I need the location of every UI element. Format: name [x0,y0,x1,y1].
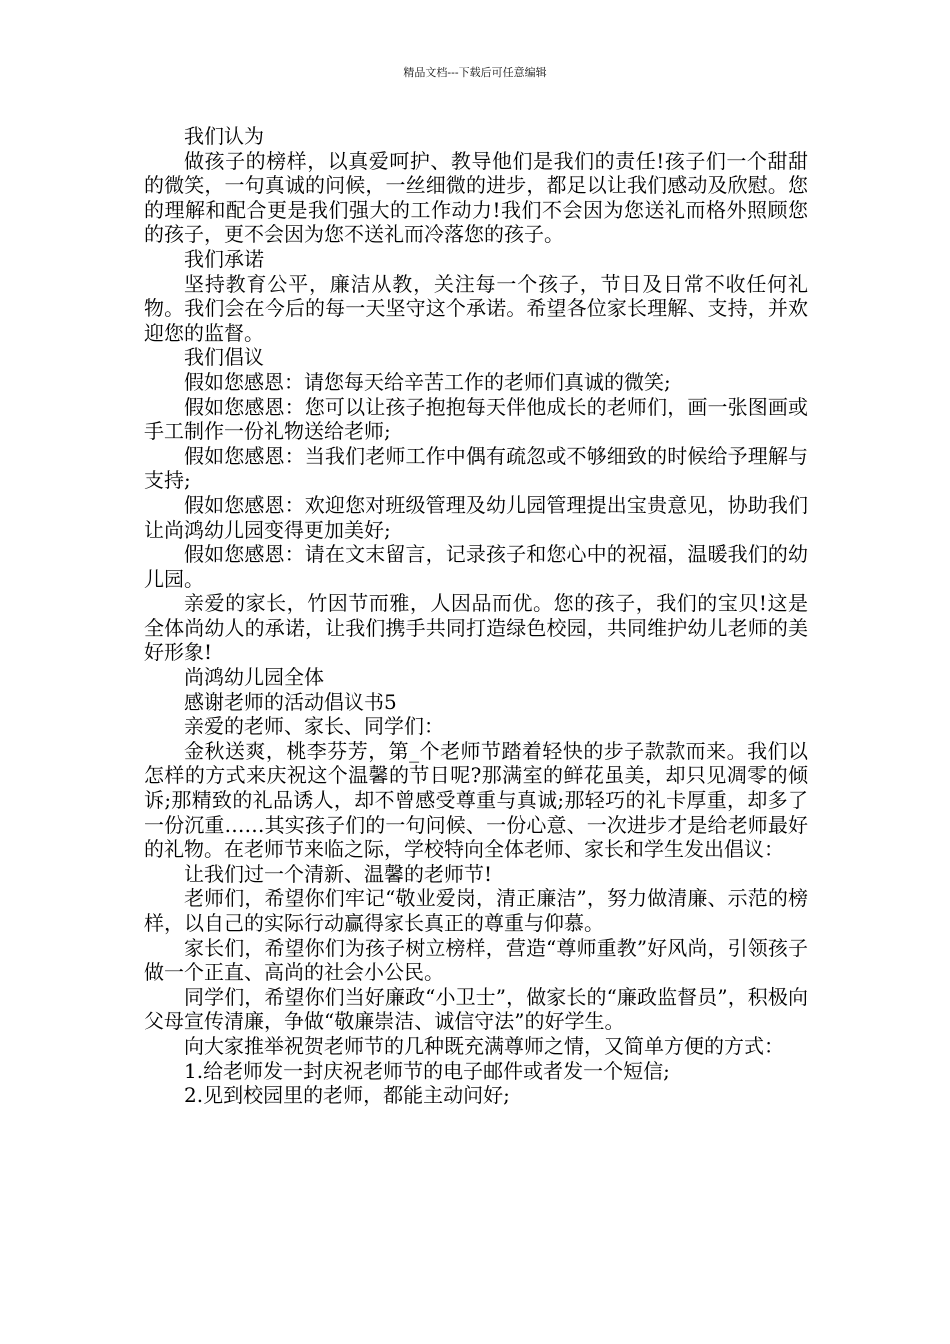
paragraph-role-model: 做孩子的榜样，以真爱呵护、教导他们是我们的责任!孩子们一个甜甜的微笑，一句真诚的问候，一丝细微的进步，都足以让我们感动及欣慰。您的理解和配合更是我们强大的工作动力!我们不会因为您送礼而格外照顾您的孩子，更不会因为您不送礼而冷落您的孩子。 [144,148,808,247]
proposal-item-4: 假如您感恩：欢迎您对班级管理及幼儿园管理提出宝贵意见，协助我们让尚鸿幼儿园变得更加美好; [144,492,808,542]
proposal-item-2: 假如您感恩：您可以让孩子抱抱每天伴他成长的老师们，画一张图画或手工制作一份礼物送给老师; [144,394,808,444]
list-item-2: 2.见到校园里的老师，都能主动问好; [184,1083,510,1108]
proposal-item-3: 假如您感恩：当我们老师工作中偶有疏忽或不够细致的时候给予理解与支持; [144,443,808,493]
paragraph-recommend: 向大家推举祝贺老师节的几种既充满尊师之情，又简单方便的方式： [184,1033,784,1058]
document-title: 感谢老师的活动倡议书5 [184,689,397,714]
paragraph-parents: 家长们，希望你们为孩子树立榜样，营造“尊师重教”好风尚，引领孩子做一个正直、高尚的社会小公民。 [144,935,808,985]
section-heading-we-promise: 我们承诺 [184,246,264,271]
paragraph-slogan: 让我们过一个清新、温馨的老师节! [184,861,493,886]
document-body [144,124,808,1108]
section-heading-we-propose: 我们倡议 [184,345,264,370]
proposal-item-5: 假如您感恩：请在文末留言，记录孩子和您心中的祝福，温暖我们的幼儿园。 [144,542,808,591]
paragraph-promise: 坚持教育公平，廉洁从教，关注每一个孩子，节日及日常不收任何礼物。我们会在今后的每一天坚守这个承诺。希望各位家长理解、支持，并欢迎您的监督。 [144,271,808,345]
salutation: 亲爱的老师、家长、同学们： [184,714,444,739]
paragraph-teachers: 老师们，希望你们牢记“敬业爱岗，清正廉洁”，努力做清廉、示范的榜样，以自己的实际行动赢得家长真正的尊重与仰慕。 [144,886,808,935]
paragraph-dear-parents: 亲爱的家长，竹因节而雅，人因品而优。您的孩子，我们的宝贝!这是全体尚幼人的承诺，让我们携手共同打造绿色校园，共同维护幼儿老师的美好形象! [144,591,808,665]
signature: 尚鸿幼儿园全体 [184,665,324,690]
list-item-1: 1.给老师发一封庆祝老师节的电子邮件或者发一个短信; [184,1058,670,1083]
proposal-item-1: 假如您感恩：请您每天给辛苦工作的老师们真诚的微笑; [184,369,671,394]
section-heading-we-believe: 我们认为 [184,124,264,148]
paragraph-autumn: 金秋送爽，桃李芬芳，第_个老师节踏着轻快的步子款款而来。我们以怎样的方式来庆祝这个温馨的节日呢?那满室的鲜花虽美，却只见凋零的倾诉;那精致的礼品诱人，却不曾感受尊重与真诚;那轻巧的礼卡厚重，却多了一份沉重……其实孩子们的一句问候、一份心意、一次进步才是给老师最好的礼物。在老师节来临之际，学校特向全体老师、家长和学生发出倡议： [144,738,808,862]
paragraph-students: 同学们，希望你们当好廉政“小卫士”，做家长的“廉政监督员”，积极向父母宣传清廉，争做“敬廉崇洁、诚信守法”的好学生。 [144,984,808,1034]
page-header: 精品文档---下载后可任意编辑 [403,66,547,79]
